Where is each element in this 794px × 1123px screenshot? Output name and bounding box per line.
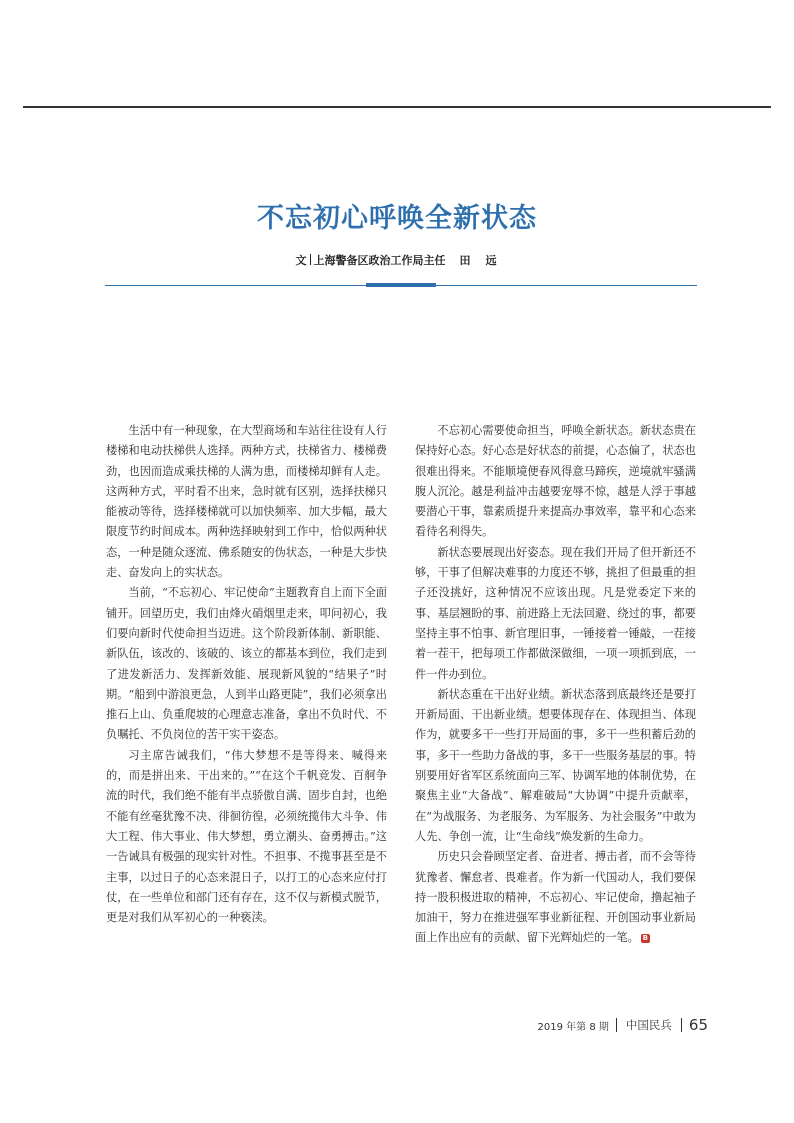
byline-author: 田 远 — [459, 254, 499, 267]
paragraph: 生活中有一种现象，在大型商场和车站往往设有人行楼梯和电动扶梯供人选择。两种方式，扶梯省力、楼梯费劲，也因而造成乘扶梯的人满为患，而楼梯却鲜有人走。这两种方式，平时看不出来，急时就有区别，选择扶梯只能被动等待，选择楼梯就可以加快频率、加大步幅，最大限度节约时间成本。两种选择映射到工作中，恰似两种状态，一种是随众逐流、佛系随安的伪状态，一种是大步快走、奋发向上的实状态。 — [106, 424, 387, 580]
paragraph: 当前，“不忘初心、牢记使命”主题教育自上而下全面铺开。回望历史，我们由烽火硝烟里走来，叩问初心，我们要向新时代使命担当迈进。这个阶段新体制、新职能、新队伍，该改的、该破的、该立的都基本到位，我们走到了进发新活力、发挥新效能、展现新风貌的“结果子”时期。“船到中游浪更急，人到半山路更陡”，我们必须拿出推石上山、负重爬坡的心理意志准备，拿出不负时代、不负嘱托、不负岗位的苦干实干姿态。 — [106, 586, 387, 742]
right-column — [415, 421, 696, 949]
issue-label: 2019 年第 8 期 — [537, 1021, 609, 1033]
title-underline-accent — [366, 283, 436, 287]
magazine-name: 中国民兵 — [625, 1018, 672, 1032]
paragraph: 不忘初心需要使命担当，呼唤全新状态。新状态贵在保持好心态。好心态是好状态的前提，心态偏了，状态也很难出得来。不能顺境便春风得意马蹄疾，逆境就牢骚满腹人沉沦。越是利益冲击越要宠辱不惊，越是人浮于事越要潜心干事，靠素质提升来提高办事效率，靠平和心态来看待名利得失。 — [415, 424, 696, 539]
paragraph-last — [415, 847, 696, 948]
article-title: 不忘初心呼唤全新状态 — [257, 203, 537, 234]
footer-divider — [616, 1018, 617, 1032]
end-mark-icon: B — [642, 934, 648, 943]
page-footer — [538, 1016, 708, 1034]
footer-divider — [681, 1018, 682, 1032]
paragraph-text: 历史只会眷顾坚定者、奋进者、搏击者，而不会等待犹豫者、懈怠者、畏难者。作为新一代国动人，我们要保持一股积极进取的精神，不忘初心、牢记使命，撸起袖子加油干，努力在推进强军事业新征程、开创国动事业新局面上作出应有的贡献、留下光辉灿烂的一笔。 — [415, 850, 696, 945]
byline-prefix: 文 — [295, 254, 307, 267]
page-number: 65 — [688, 1016, 708, 1034]
byline — [0, 252, 794, 268]
paragraph: 新状态要展现出好姿态。现在我们开局了但开新还不够，干事了但解决难事的力度还不够，挑担了但最重的担子还没挑好，这种情况不应该出现。凡是党委定下来的事、基层翘盼的事、前进路上无法回避、绕过的事，都要坚持主事不怕事、新官理旧事，一锤接着一锤敲，一茬接着一茬干，把每项工作都做深做细，一项一项抓到底，一件一件办到位。 — [415, 545, 696, 681]
paragraph: 习主席告诫我们，“伟大梦想不是等得来、喊得来的，而是拼出来、干出来的。”“在这个千帆竞发、百舸争流的时代，我们绝不能有半点骄傲自满、固步自封，也绝不能有丝毫犹豫不决、徘徊彷徨，必须统揽伟大斗争、伟大工程、伟大事业、伟大梦想，勇立潮头、奋勇搏击。”这一告诫具有极强的现实针对性。不担事、不揽事甚至是不主事，以过日子的心态来混日子，以打工的心态来应付打仗，在一些单位和部门还有存在，这不仅与新模式脱节，更是对我们从军初心的一种亵渎。 — [106, 748, 387, 925]
paragraph: 新状态重在干出好业绩。新状态落到底最终还是要打开新局面、干出新业绩。想要体现存在、体现担当、体现作为，就要多干一些打开局面的事，多干一些积蓄后劲的事，多干一些助力备战的事，多干一些服务基层的事。特别要用好省军区系统面向三军、协调军地的体制优势，在聚焦主业“大备战”、解难破局“大协调”中提升贡献率，在“为战服务、为老服务、为军服务、为社会服务”中敢为人先、争创一流，让“生命线”焕发新的生命力。 — [415, 687, 696, 843]
byline-affiliation: 上海警备区政治工作局主任 — [313, 254, 446, 267]
byline-separator — [310, 254, 311, 265]
left-column — [106, 421, 387, 928]
header-rule — [23, 106, 771, 108]
